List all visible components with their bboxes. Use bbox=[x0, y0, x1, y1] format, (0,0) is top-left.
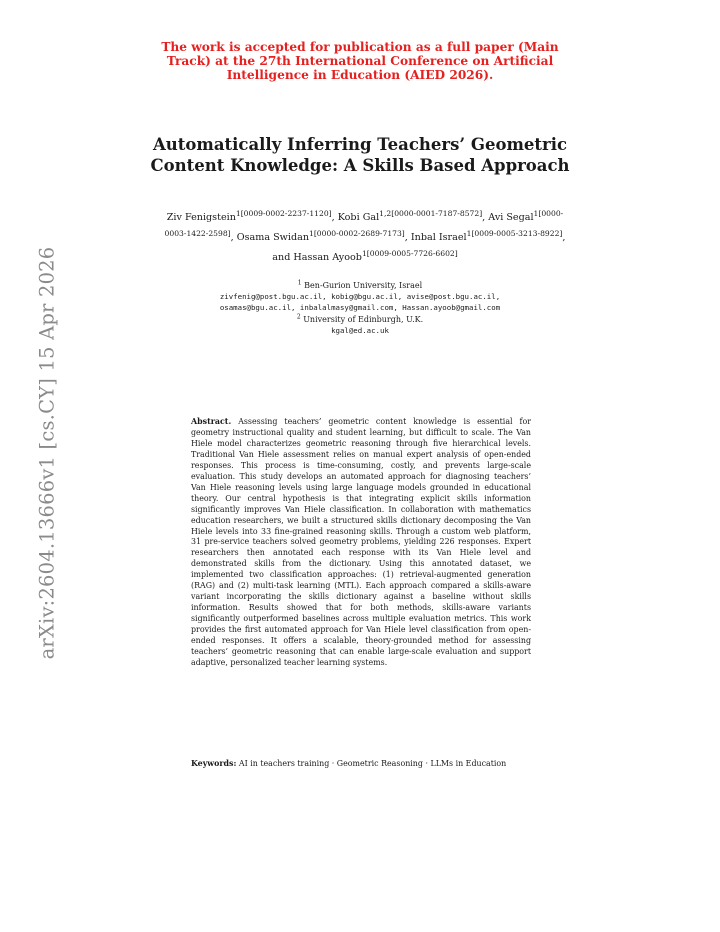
paper-title bbox=[140, 134, 580, 176]
author-orcid: 1[0009-0005-3213-8922] bbox=[466, 228, 563, 238]
author-emails-line-2: osamas@bgu.ac.il, inbalalmasy@gmail.com, Hassan.ayoob@gmail.com bbox=[219, 303, 501, 313]
author-orcid: 1[0009-0005-7726-6602] bbox=[361, 248, 458, 258]
keywords-label: Keywords: bbox=[191, 759, 237, 768]
keywords bbox=[191, 759, 531, 770]
abstract-label: Abstract. bbox=[191, 417, 232, 426]
title-line-2: Content Knowledge: A Skills Based Approach bbox=[150, 156, 570, 175]
abstract bbox=[191, 417, 531, 669]
arxiv-identifier-text: arXiv:2604.13666v1 [cs.CY] 15 Apr 2026 bbox=[35, 246, 59, 660]
affiliation-marker: 1 bbox=[297, 279, 302, 287]
affiliations bbox=[150, 280, 570, 336]
affiliation-marker: 2 bbox=[296, 312, 301, 320]
author-orcid: 1[0009-0002-2237-1120] bbox=[235, 208, 332, 218]
author-separator: , bbox=[404, 232, 411, 243]
acceptance-notice: The work is accepted for publication as a full paper (Main Track) at the 27th International Conference on Artificial Intelligence in Education (AIED 2026). bbox=[161, 40, 559, 82]
abstract-text: Assessing teachers’ geometric content knowledge is essential for geometry instructional quality and student learning, but difficult to scale. The Van Hiele model characterizes geometric reasoning through five hierarchical levels. Traditional Van Hiele assessment relies on manual expert analysis of open-ended responses. This process is time-consuming, costly, and prevents large-scale evaluation. This study develops an automated approach for diagnosing teachers’ Van Hiele reasoning levels using large language models grounded in educational theory. Our central hypothesis is that integrating explicit skills information significantly improves Van Hiele classification. In collaboration with mathematics education researchers, we built a structured skills dictionary decomposing the Van Hiele levels into 33 fine-grained reasoning skills. Through a custom web platform, 31 pre-service teachers solved geometry problems, yielding 226 responses. Expert researchers then annotated each response with its Van Hiele level and demonstrated skills from the dictionary. Using this annotated dataset, we implemented two classification approaches: (1) retrieval-augmented generation (RAG) and (2) multi-task learning (MTL). Each approach compared a skills-aware variant incorporating the skills dictionary against a baseline without skills information. Results showed that for both methods, skills-aware variants significantly outperformed baselines across multiple evaluation metrics. This work provides the first automated approach for Van Hiele level classification from open-ended responses. It offers a scalable, theory-grounded method for assessing teachers’ geometric reasoning that can enable large-scale evaluation and support adaptive, personalized teacher learning systems. bbox=[191, 417, 531, 667]
affiliation-2 bbox=[150, 314, 570, 325]
author-name: Hassan Ayoob bbox=[293, 252, 362, 263]
author-name: Osama Swidan bbox=[236, 232, 310, 243]
author-orcid: 1[0000-0003-1422-2598] bbox=[164, 208, 564, 238]
author-separator: , bbox=[482, 212, 489, 223]
affiliation-name: Ben-Gurion University, Israel bbox=[304, 281, 423, 290]
title-line-1: Automatically Inferring Teachers’ Geometric bbox=[152, 135, 568, 154]
author-separator: , and bbox=[272, 232, 566, 263]
author-orcid: 1,2[0000-0001-7187-8572] bbox=[379, 208, 483, 218]
keywords-text: AI in teachers training · Geometric Reasoning · LLMs in Education bbox=[238, 759, 507, 768]
author-name: Avi Segal bbox=[488, 212, 534, 223]
affiliation-1 bbox=[150, 280, 570, 291]
author-list bbox=[160, 208, 570, 268]
author-emails-line-1: zivfenig@post.bgu.ac.il, kobig@bgu.ac.il, avise@post.bgu.ac.il, bbox=[219, 292, 501, 302]
author-name: Inbal Israel bbox=[410, 232, 467, 243]
author-name: Kobi Gal bbox=[337, 212, 380, 223]
author-name: Ziv Fenigstein bbox=[166, 212, 236, 223]
author-orcid: 1[0000-0002-2689-7173] bbox=[309, 228, 405, 238]
author-email-edinburgh: kgal@ed.ac.uk bbox=[331, 325, 389, 335]
author-separator: , bbox=[331, 212, 338, 223]
author-separator: , bbox=[230, 232, 237, 243]
affiliation-name: University of Edinburgh, U.K. bbox=[303, 314, 424, 324]
